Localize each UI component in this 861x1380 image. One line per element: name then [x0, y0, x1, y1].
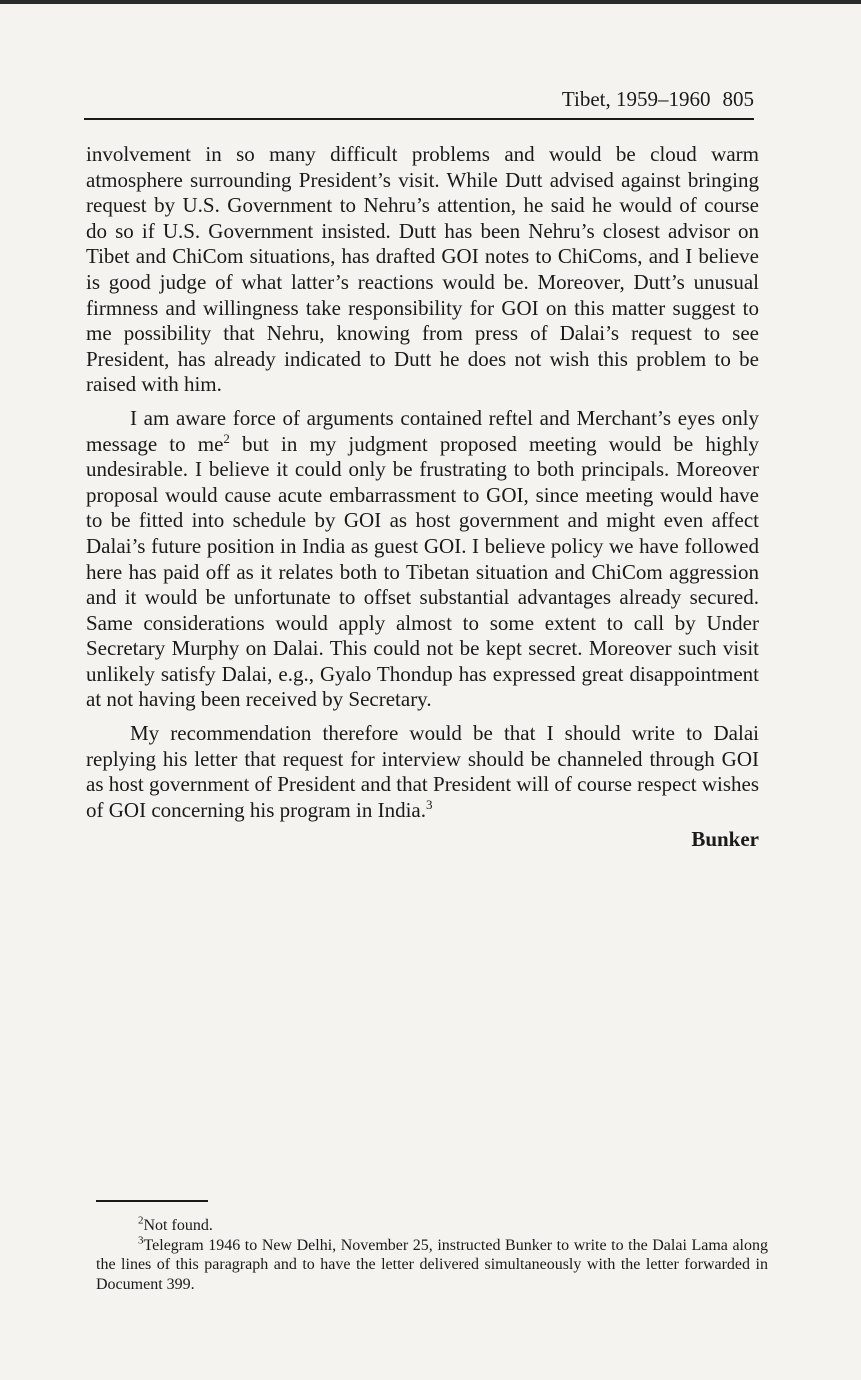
paragraph-2-text-a: I am aware force of arguments contained reftel and Merchant’s eyes only message to me: [86, 405, 759, 456]
paragraph-2: [86, 406, 759, 713]
paragraph-1: [86, 142, 759, 398]
running-head: [84, 86, 754, 112]
body-text: [86, 142, 759, 853]
footnote-2-marker: 2: [138, 1214, 144, 1227]
footnote-ref-3: 3: [426, 796, 433, 812]
page-number: 805: [722, 87, 754, 111]
footnote-2: [96, 1216, 768, 1236]
paragraph-1-text: involvement in so many difficult problems and would be cloud warm atmosphere surrounding President’s visit. While Dutt advised against bringing request by U.S. Government to Nehru’s attention, he said he would of course do so if U.S. Government insisted. Dutt has been Nehru’s closest advisor on Tibet and ChiCom situations, has drafted GOI notes to ChiComs, and I believe is good judge of what latter’s reactions would be. Moreover, Dutt’s unusual firmness and willingness take responsibility for GOI on this matter suggest to me possibility that Nehru, knowing from press of Dalai’s request to see President, has already indicated to Dutt he does not wish this problem to be raised with him.: [86, 142, 759, 397]
footnotes: [96, 1216, 768, 1294]
signature: Bunker: [691, 827, 759, 852]
footnote-2-text: Not found.: [143, 1217, 213, 1234]
footnote-ref-2: 2: [223, 430, 230, 446]
footnote-3-marker: 3: [138, 1234, 144, 1247]
header-rule: [84, 118, 754, 120]
footnote-3-text: Telegram 1946 to New Delhi, November 25, instructed Bunker to write to the Dalai Lama along the lines of this paragraph and to have the letter delivered simultaneously with the letter forwarded in Document 399.: [96, 1236, 768, 1293]
paragraph-3-text: My recommendation therefore would be that I should write to Dalai replying his letter that request for interview should be channeled through GOI as host government of President and that President will of course respect wishes of GOI concerning his program in India.: [86, 721, 760, 822]
footnote-3: [96, 1236, 768, 1295]
paragraph-2-text-b: but in my judgment proposed meeting would be highly undesirable. I believe it could only be frustrating to both principals. Moreover proposal would cause acute embarrassment to GOI, since meeting would have to be fitted into schedule by GOI as host government and might even affect Dalai’s future position in India as guest GOI. I believe policy we have followed here has paid off as it relates both to Tibetan situation and ChiCom aggression and it would be unfortunate to offset substantial advantages already secured. Same considerations would apply almost to some extent to call by Under Secretary Murphy on Dalai. This could not be kept secret. Moreover such visit unlikely satisfy Dalai, e.g., Gyalo Thondup has expressed great disappointment at not having been received by Secretary.: [86, 431, 759, 712]
running-title: Tibet, 1959–1960: [561, 87, 711, 111]
footnote-rule: [96, 1200, 208, 1202]
paragraph-3: [86, 721, 759, 823]
scan-edge: [0, 0, 861, 4]
